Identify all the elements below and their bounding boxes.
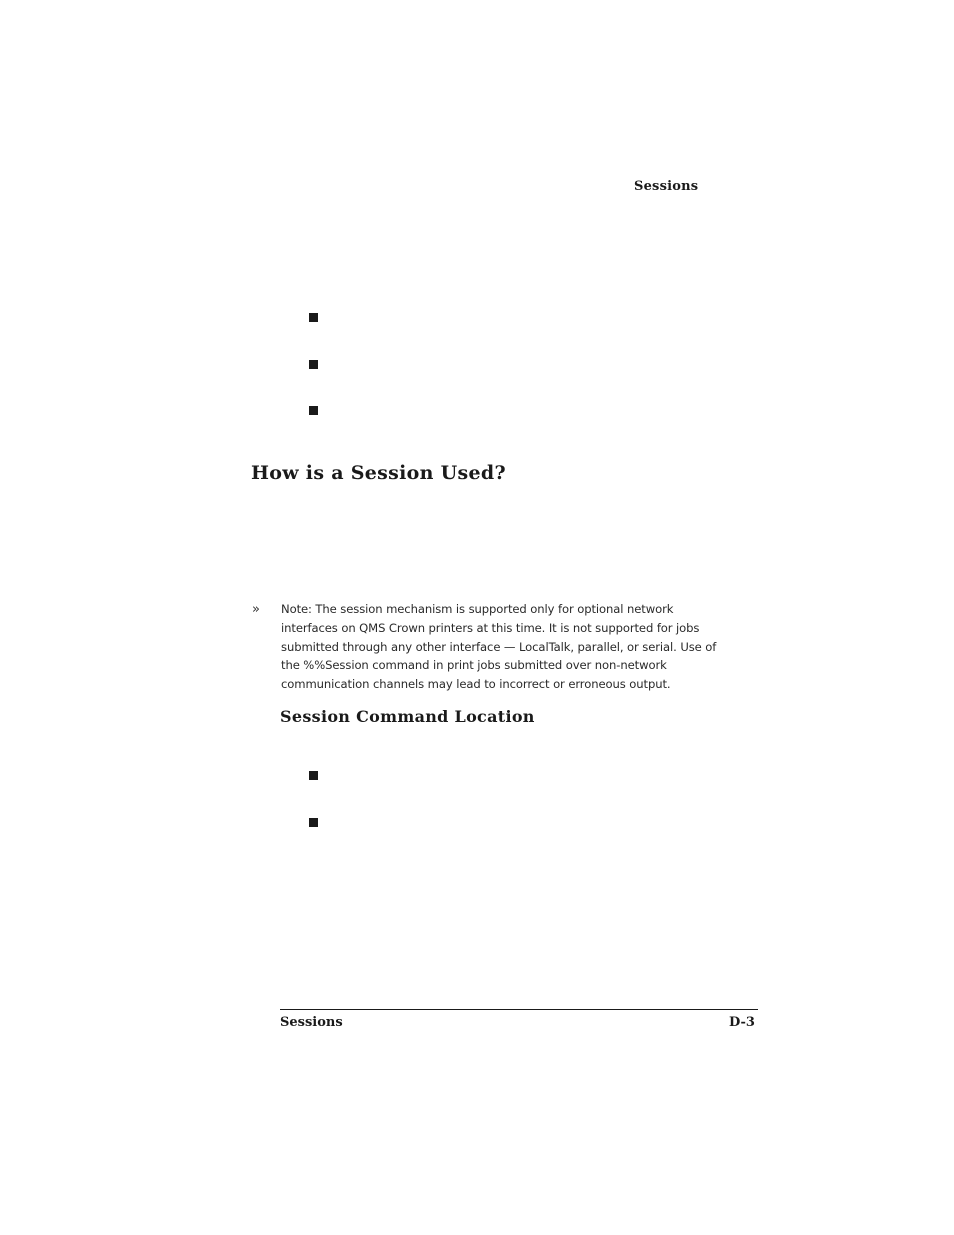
note-paragraph (281, 600, 759, 694)
footer-rule (280, 1009, 758, 1010)
note-line: interfaces on QMS Crown printers at this time. It is not supported for jobs (281, 620, 700, 635)
bullet-square-icon (309, 360, 318, 369)
footer-page-number: D-3 (729, 1015, 755, 1030)
running-header: Sessions (634, 179, 699, 194)
bullet-square-icon (309, 313, 318, 322)
note-line: submitted through any other interface — LocalTalk, parallel, or serial. Use of (281, 639, 717, 654)
note-line: the %%Session command in print jobs submitted over non-network (281, 658, 667, 673)
section-heading-how-used: How is a Session Used? (251, 462, 506, 484)
note-line: communication channels may lead to incorrect or erroneous output. (281, 677, 671, 692)
bullet-square-icon (309, 818, 318, 827)
subsection-heading-command-location: Session Command Location (280, 707, 535, 726)
bullet-square-icon (309, 406, 318, 415)
note-line: Note: The session mechanism is supported only for optional network (281, 602, 674, 616)
note-marker-icon: » (252, 602, 260, 617)
bullet-square-icon (309, 771, 318, 780)
footer-chapter-title: Sessions (280, 1015, 343, 1030)
